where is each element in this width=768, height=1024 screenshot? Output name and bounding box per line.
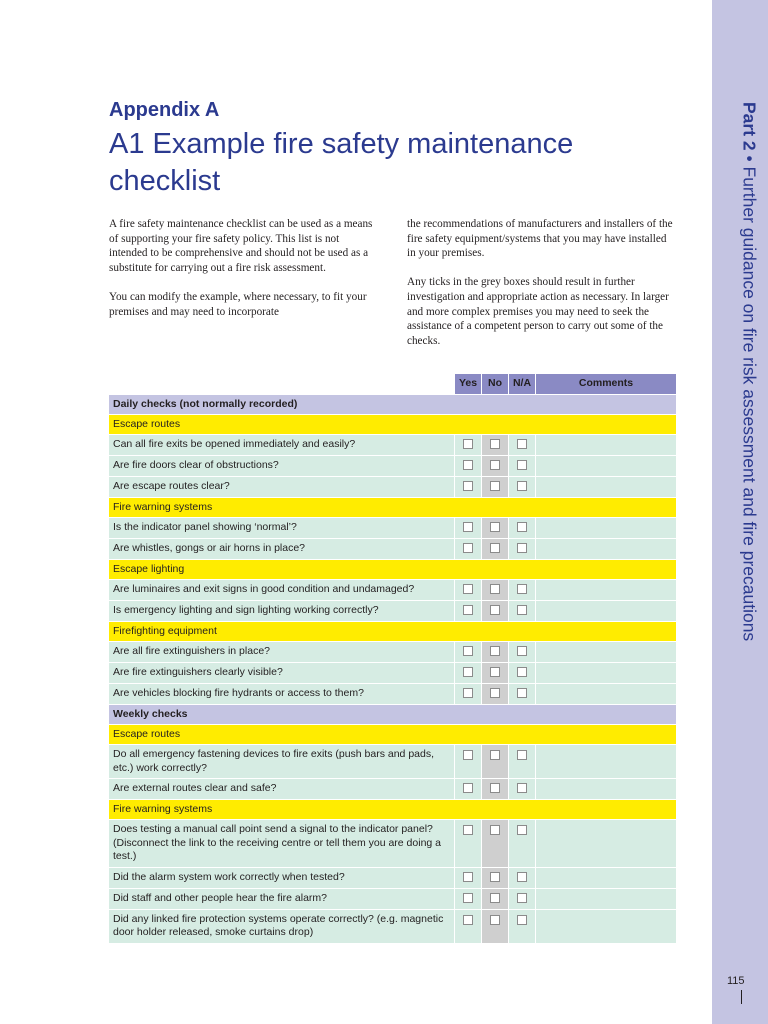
- comments-cell[interactable]: [536, 663, 677, 684]
- checklist-row: [109, 580, 677, 601]
- checklist-row: [109, 745, 677, 779]
- no-checkbox[interactable]: [490, 667, 500, 677]
- subsection-heading: Fire warning systems: [109, 498, 677, 518]
- no-cell: [482, 580, 509, 601]
- yes-cell: [455, 684, 482, 705]
- yes-checkbox[interactable]: [463, 522, 473, 532]
- question-text: Does testing a manual call point send a signal to the indicator panel? (Disconnect the link to the receiving centre or tell them you are doing a test.): [109, 820, 455, 868]
- yes-checkbox[interactable]: [463, 646, 473, 656]
- yes-cell: [455, 820, 482, 868]
- comments-cell[interactable]: [536, 909, 677, 943]
- subsection-row: [109, 415, 677, 435]
- yes-checkbox[interactable]: [463, 460, 473, 470]
- yes-cell: [455, 518, 482, 539]
- no-checkbox[interactable]: [490, 584, 500, 594]
- question-text: Is emergency lighting and sign lighting working correctly?: [109, 601, 455, 622]
- no-checkbox[interactable]: [490, 872, 500, 882]
- na-cell: [509, 601, 536, 622]
- page-number-rule: [741, 990, 742, 1004]
- no-cell: [482, 820, 509, 868]
- side-tab-separator: •: [739, 150, 760, 167]
- table-header-row: [109, 374, 677, 395]
- no-checkbox[interactable]: [490, 825, 500, 835]
- checklist-row: [109, 642, 677, 663]
- no-checkbox[interactable]: [490, 439, 500, 449]
- na-checkbox[interactable]: [517, 584, 527, 594]
- yes-cell: [455, 909, 482, 943]
- header-yes: Yes: [455, 374, 482, 395]
- section-row: [109, 395, 677, 415]
- no-cell: [482, 888, 509, 909]
- subsection-row: [109, 800, 677, 820]
- na-cell: [509, 456, 536, 477]
- subsection-row: [109, 725, 677, 745]
- no-cell: [482, 477, 509, 498]
- subsection-heading: Fire warning systems: [109, 800, 677, 820]
- question-text: Did any linked fire protection systems operate correctly? (e.g. magnetic door holder released, smoke curtains drop): [109, 909, 455, 943]
- na-cell: [509, 435, 536, 456]
- question-text: Are fire doors clear of obstructions?: [109, 456, 455, 477]
- header-na: N/A: [509, 374, 536, 395]
- no-cell: [482, 518, 509, 539]
- no-checkbox[interactable]: [490, 481, 500, 491]
- no-cell: [482, 601, 509, 622]
- checklist-row: [109, 456, 677, 477]
- comments-cell[interactable]: [536, 580, 677, 601]
- comments-cell[interactable]: [536, 642, 677, 663]
- comments-cell[interactable]: [536, 477, 677, 498]
- yes-checkbox[interactable]: [463, 605, 473, 615]
- subsection-row: [109, 622, 677, 642]
- comments-cell[interactable]: [536, 888, 677, 909]
- no-cell: [482, 435, 509, 456]
- appendix-label: Appendix A: [109, 99, 220, 121]
- checklist-row: [109, 820, 677, 868]
- page-number: 115: [727, 975, 745, 987]
- yes-cell: [455, 779, 482, 800]
- subsection-heading: Escape routes: [109, 725, 677, 745]
- question-text: Are all fire extinguishers in place?: [109, 642, 455, 663]
- yes-cell: [455, 435, 482, 456]
- question-text: Did the alarm system work correctly when tested?: [109, 867, 455, 888]
- section-row: [109, 705, 677, 725]
- no-cell: [482, 684, 509, 705]
- no-cell: [482, 867, 509, 888]
- na-cell: [509, 745, 536, 779]
- header-comments: Comments: [536, 374, 677, 395]
- yes-checkbox[interactable]: [463, 688, 473, 698]
- question-text: Are external routes clear and safe?: [109, 779, 455, 800]
- question-text: Did staff and other people hear the fire alarm?: [109, 888, 455, 909]
- intro-right-column: [407, 217, 677, 363]
- yes-cell: [455, 539, 482, 560]
- side-tab-title: [740, 102, 758, 641]
- comments-cell[interactable]: [536, 435, 677, 456]
- no-cell: [482, 779, 509, 800]
- na-checkbox[interactable]: [517, 646, 527, 656]
- no-checkbox[interactable]: [490, 605, 500, 615]
- comments-cell[interactable]: [536, 684, 677, 705]
- subsection-heading: Escape routes: [109, 415, 677, 435]
- na-checkbox[interactable]: [517, 750, 527, 760]
- header-no: No: [482, 374, 509, 395]
- question-text: Are whistles, gongs or air horns in place?: [109, 539, 455, 560]
- comments-cell[interactable]: [536, 820, 677, 868]
- na-checkbox[interactable]: [517, 667, 527, 677]
- na-checkbox[interactable]: [517, 872, 527, 882]
- question-text: Can all fire exits be opened immediately and easily?: [109, 435, 455, 456]
- comments-cell[interactable]: [536, 745, 677, 779]
- intro-left-column: [109, 217, 379, 334]
- subsection-heading: Firefighting equipment: [109, 622, 677, 642]
- na-cell: [509, 909, 536, 943]
- na-checkbox[interactable]: [517, 460, 527, 470]
- yes-cell: [455, 456, 482, 477]
- checklist-row: [109, 867, 677, 888]
- checklist-row: [109, 684, 677, 705]
- checklist-row: [109, 888, 677, 909]
- no-cell: [482, 539, 509, 560]
- header-blank: [109, 374, 455, 395]
- section-heading: Daily checks (not normally recorded): [109, 395, 677, 415]
- comments-cell[interactable]: [536, 456, 677, 477]
- no-checkbox[interactable]: [490, 522, 500, 532]
- yes-checkbox[interactable]: [463, 667, 473, 677]
- checklist-row: [109, 477, 677, 498]
- checklist-row: [109, 779, 677, 800]
- checklist-table: [108, 373, 677, 944]
- na-checkbox[interactable]: [517, 893, 527, 903]
- no-checkbox[interactable]: [490, 460, 500, 470]
- na-checkbox[interactable]: [517, 439, 527, 449]
- yes-checkbox[interactable]: [463, 872, 473, 882]
- yes-checkbox[interactable]: [463, 783, 473, 793]
- yes-checkbox[interactable]: [463, 439, 473, 449]
- na-cell: [509, 684, 536, 705]
- na-checkbox[interactable]: [517, 915, 527, 925]
- no-checkbox[interactable]: [490, 783, 500, 793]
- na-cell: [509, 477, 536, 498]
- na-checkbox[interactable]: [517, 543, 527, 553]
- no-cell: [482, 745, 509, 779]
- no-checkbox[interactable]: [490, 646, 500, 656]
- no-checkbox[interactable]: [490, 893, 500, 903]
- checklist-row: [109, 601, 677, 622]
- subsection-row: [109, 498, 677, 518]
- yes-cell: [455, 477, 482, 498]
- side-tab-heading: Further guidance on fire risk assessment and fire precautions: [739, 166, 760, 642]
- intro-paragraph: A fire safety maintenance checklist can be used as a means of supporting your fire safety policy. This list is not intended to be comprehensive and should not be used as a substitute for carrying out a fire risk assessment.: [109, 218, 373, 274]
- no-cell: [482, 909, 509, 943]
- no-cell: [482, 642, 509, 663]
- yes-checkbox[interactable]: [463, 584, 473, 594]
- yes-checkbox[interactable]: [463, 893, 473, 903]
- na-cell: [509, 580, 536, 601]
- yes-cell: [455, 580, 482, 601]
- no-cell: [482, 663, 509, 684]
- subsection-heading: Escape lighting: [109, 560, 677, 580]
- yes-checkbox[interactable]: [463, 543, 473, 553]
- question-text: Are luminaires and exit signs in good condition and undamaged?: [109, 580, 455, 601]
- na-checkbox[interactable]: [517, 522, 527, 532]
- comments-cell[interactable]: [536, 867, 677, 888]
- intro-paragraph: Any ticks in the grey boxes should result in further investigation and appropriate action as necessary. In larger and more complex premises you may need to seek the assistance of a competent person to carry out some of the checks.: [407, 276, 669, 347]
- no-cell: [482, 456, 509, 477]
- question-text: Are vehicles blocking fire hydrants or access to them?: [109, 684, 455, 705]
- yes-checkbox[interactable]: [463, 481, 473, 491]
- question-text: Are fire extinguishers clearly visible?: [109, 663, 455, 684]
- na-checkbox[interactable]: [517, 605, 527, 615]
- page-title: A1 Example fire safety maintenance checklist: [109, 128, 574, 197]
- yes-cell: [455, 642, 482, 663]
- na-cell: [509, 642, 536, 663]
- na-cell: [509, 779, 536, 800]
- question-text: Are escape routes clear?: [109, 477, 455, 498]
- intro-paragraph: the recommendations of manufacturers and installers of the fire safety equipment/systems that you may have installed in your premises.: [407, 218, 673, 260]
- na-checkbox[interactable]: [517, 825, 527, 835]
- na-cell: [509, 888, 536, 909]
- no-checkbox[interactable]: [490, 543, 500, 553]
- yes-cell: [455, 601, 482, 622]
- yes-checkbox[interactable]: [463, 915, 473, 925]
- na-cell: [509, 820, 536, 868]
- comments-cell[interactable]: [536, 539, 677, 560]
- question-text: Do all emergency fastening devices to fire exits (push bars and pads, etc.) work correctly?: [109, 745, 455, 779]
- yes-cell: [455, 663, 482, 684]
- na-cell: [509, 867, 536, 888]
- comments-cell[interactable]: [536, 518, 677, 539]
- na-checkbox[interactable]: [517, 481, 527, 491]
- intro-paragraph: You can modify the example, where necessary, to fit your premises and may need to incorporate: [109, 290, 367, 318]
- checklist-row: [109, 518, 677, 539]
- section-heading: Weekly checks: [109, 705, 677, 725]
- question-text: Is the indicator panel showing ‘normal’?: [109, 518, 455, 539]
- yes-checkbox[interactable]: [463, 750, 473, 760]
- yes-cell: [455, 888, 482, 909]
- yes-cell: [455, 745, 482, 779]
- yes-checkbox[interactable]: [463, 825, 473, 835]
- na-checkbox[interactable]: [517, 783, 527, 793]
- checklist-row: [109, 663, 677, 684]
- checklist-row: [109, 435, 677, 456]
- no-checkbox[interactable]: [490, 688, 500, 698]
- yes-cell: [455, 867, 482, 888]
- subsection-row: [109, 560, 677, 580]
- comments-cell[interactable]: [536, 601, 677, 622]
- na-cell: [509, 518, 536, 539]
- na-cell: [509, 539, 536, 560]
- checklist-row: [109, 909, 677, 943]
- na-cell: [509, 663, 536, 684]
- no-checkbox[interactable]: [490, 915, 500, 925]
- side-tab-part: Part 2: [739, 102, 760, 151]
- na-checkbox[interactable]: [517, 688, 527, 698]
- comments-cell[interactable]: [536, 779, 677, 800]
- checklist-row: [109, 539, 677, 560]
- no-checkbox[interactable]: [490, 750, 500, 760]
